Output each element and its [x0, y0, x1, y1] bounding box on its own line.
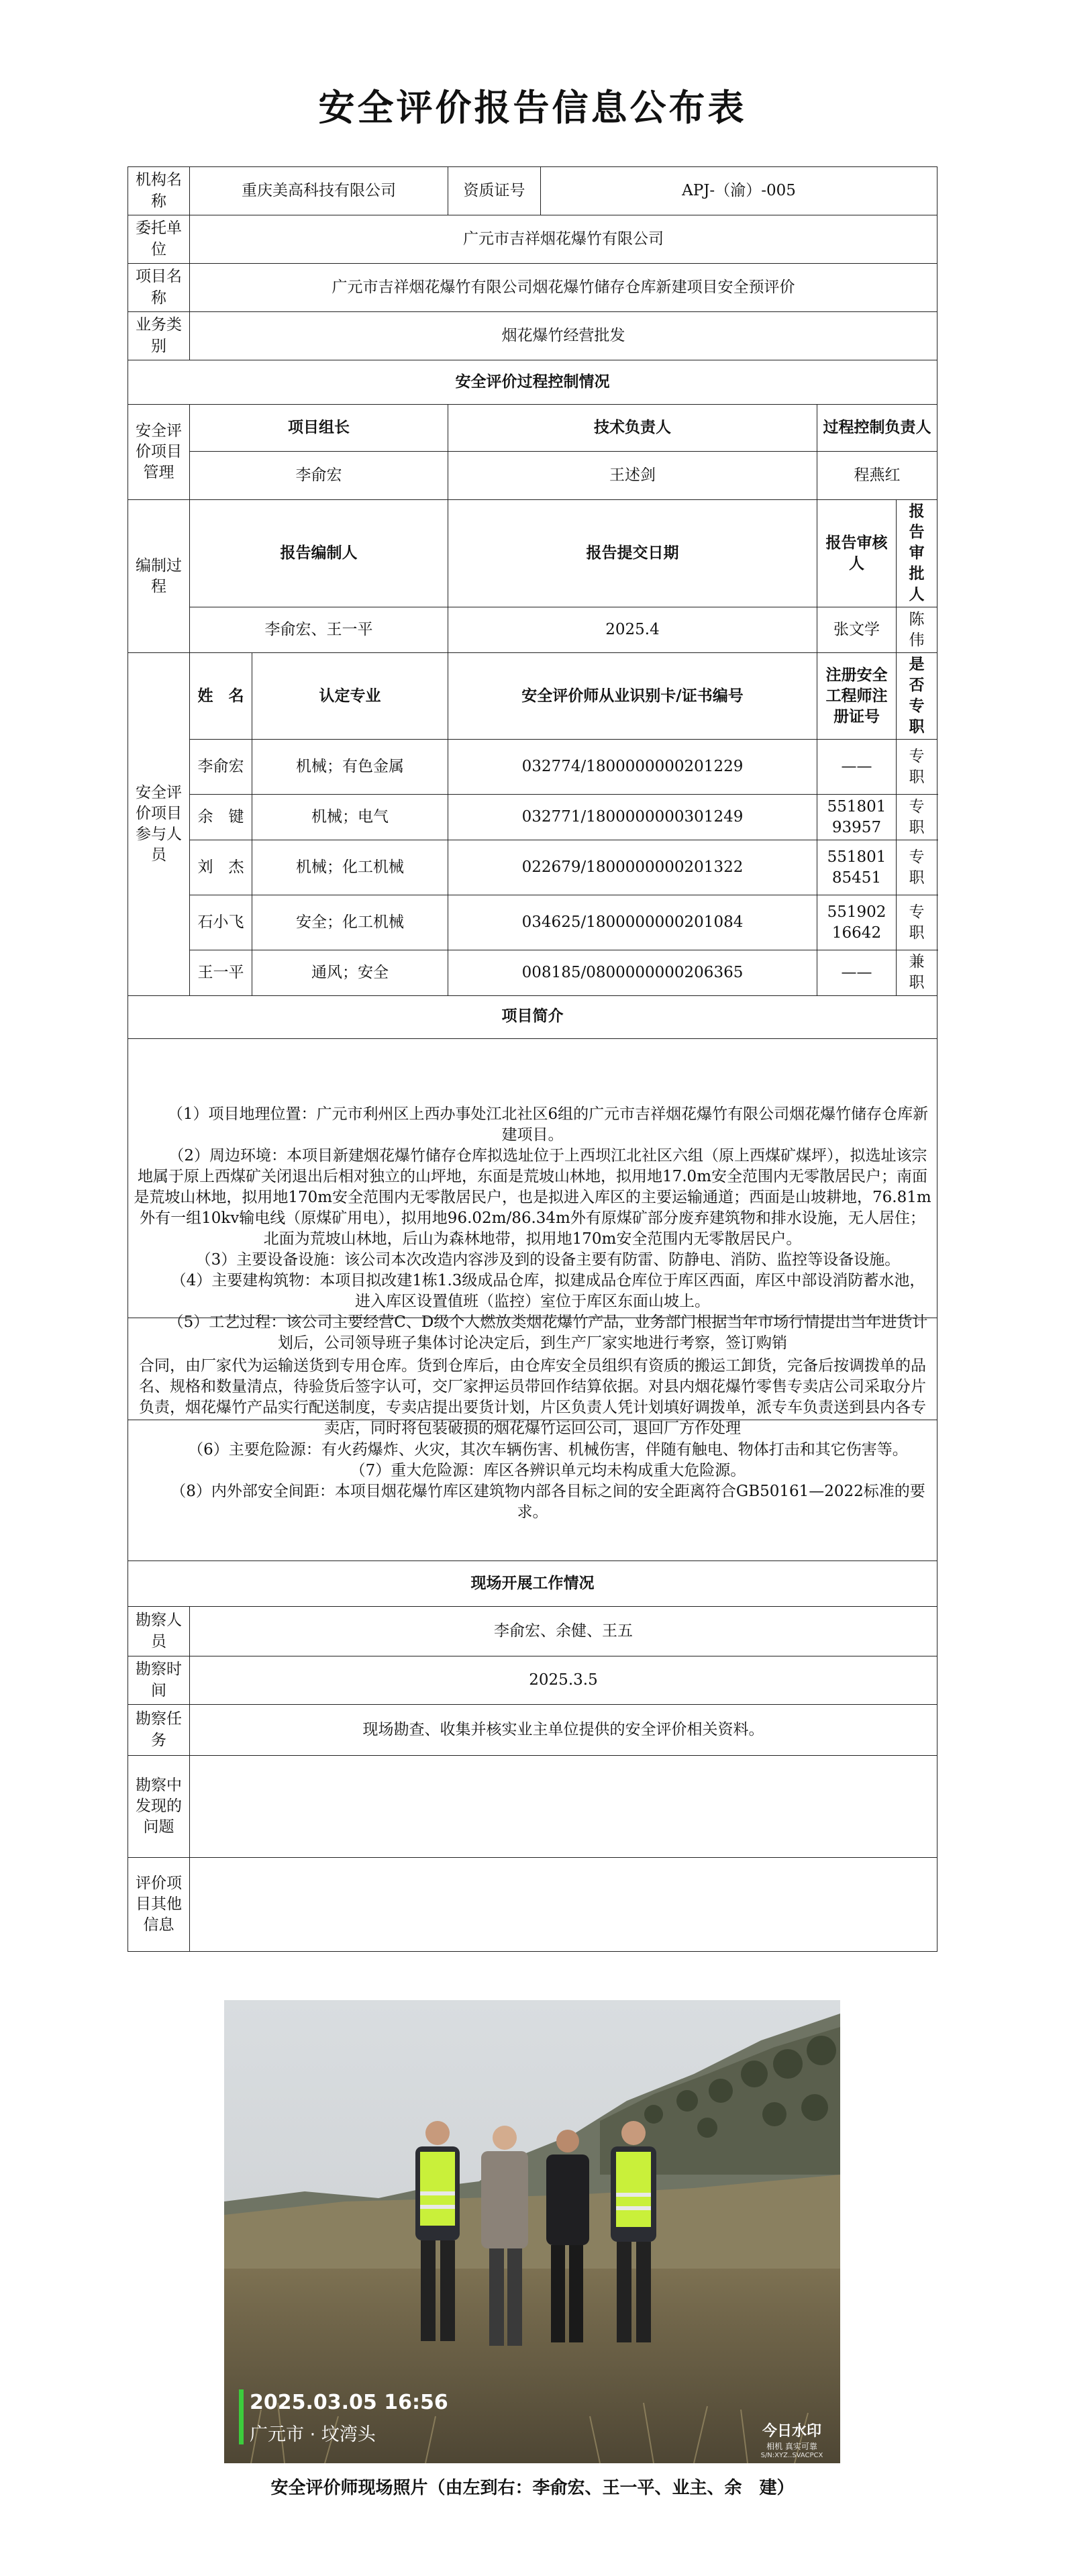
summary-continued-row [128, 1318, 937, 1561]
participant-row [128, 840, 937, 895]
summary-title-row [128, 995, 937, 1038]
compile-header-row [128, 500, 937, 607]
compiler-header: 报告编制人 [190, 500, 448, 607]
team-leader-header: 项目组长 [190, 405, 448, 452]
org-row [128, 167, 937, 215]
participant-card: 032774/1800000000201229 [448, 740, 817, 795]
tech-lead-header: 技术负责人 [448, 405, 817, 452]
participant-reg: —— [817, 950, 897, 995]
field-personnel-row [128, 1607, 937, 1656]
process-control-value: 程燕红 [817, 452, 937, 500]
management-label: 安全评价项目管理 [128, 405, 190, 500]
business-label: 业务类别 [128, 312, 190, 360]
business-row [128, 312, 937, 360]
watermark-main: 今日水印 [762, 2423, 821, 2440]
participant-row [128, 895, 937, 950]
summary-paragraph: 合同，由厂家代为运输送货到专用仓库。货到仓库后，由仓库安全员组织有资质的搬运工卸货，完备后按调拨单的品名、规格和数量清点，待验货后签字认可，交厂家押运员带回作结算依据。对县内烟花爆竹零售专卖店公司采取分片负责，烟花爆竹产品实行配送制度，专卖店提出要货计划，片区负责人凭计划填好调拨单，派专车负责送到县内各专卖店，同时将包装破损的烟花爆竹运回公司，退回厂方作处理 [139, 1357, 926, 1438]
management-value-row [128, 452, 937, 500]
participant-major: 机械；化工机械 [252, 840, 448, 895]
participant-fulltime: 专 职 [897, 840, 937, 895]
major-header: 认定专业 [252, 653, 448, 740]
participants-label: 安全评价项目参与人员 [128, 653, 190, 995]
field-personnel-label: 勘察人员 [128, 1607, 190, 1656]
participants-header-row [128, 653, 937, 740]
field-issues-label: 勘察中发现的问题 [128, 1756, 190, 1858]
field-task-row [128, 1705, 937, 1756]
field-other-value [190, 1858, 937, 1952]
field-table [128, 1318, 937, 1952]
business-value: 烟花爆竹经营批发 [190, 312, 937, 360]
photo-date-stamp: 2025.03.05 16:56 [250, 2391, 448, 2414]
participant-reg: —— [817, 740, 897, 795]
participant-reg: 55190216642 [817, 895, 897, 950]
compile-value-row [128, 607, 937, 653]
process-section-row [128, 360, 937, 405]
submit-date-header: 报告提交日期 [448, 500, 817, 607]
watermark-logo [752, 2420, 832, 2459]
participant-card: 008185/0800000000206365 [448, 950, 817, 995]
watermark-sub: 相机 真实可靠 [766, 2442, 817, 2451]
participant-fulltime: 兼 职 [897, 950, 937, 995]
participant-reg: 55180185451 [817, 840, 897, 895]
cert-value: APJ-（渝）-005 [541, 167, 937, 215]
participant-card: 032771/1800000000301249 [448, 795, 817, 840]
participant-major: 机械；有色金属 [252, 740, 448, 795]
page-title: 安全评价报告信息公布表 [318, 87, 747, 129]
watermark-code: S/N:XYZ..SVACPCX [760, 2452, 823, 2459]
reviewer-value: 张文学 [817, 607, 897, 653]
summary-paragraph: （5）工艺过程：该公司主要经营C、D级个人燃放类烟花爆竹产品，业务部门根据当年市场行情提出当年进货计划后，公司领导班子集体讨论决定后，到生产厂家实地进行考察，签订购销 [168, 1314, 928, 1352]
participant-name: 王一平 [190, 950, 252, 995]
field-task-value: 现场勘查、收集并核实业主单位提供的安全评价相关资料。 [190, 1705, 937, 1756]
client-row [128, 215, 937, 264]
participant-row [128, 740, 937, 795]
card-header: 安全评价师从业识别卡/证书编号 [448, 653, 817, 740]
participant-name: 石小飞 [190, 895, 252, 950]
info-table [128, 166, 940, 1420]
summary-paragraph: （7）重大危险源：库区各辨识单元均未构成重大危险源。 [350, 1461, 746, 1479]
approver-header: 报告审批人 [897, 500, 937, 607]
site-photo [224, 2000, 840, 2463]
timestamp-bar [239, 2389, 244, 2444]
participant-major: 通风；安全 [252, 950, 448, 995]
photo-location-stamp: 广元市 · 坟湾头 [250, 2424, 376, 2445]
client-label: 委托单位 [128, 215, 190, 264]
field-time-label: 勘察时间 [128, 1656, 190, 1705]
participant-fulltime: 专 职 [897, 795, 937, 840]
field-title: 现场开展工作情况 [128, 1561, 937, 1607]
summary-paragraph: （2）周边环境：本项目新建烟花爆竹储存仓库拟选址位于上西坝江北社区六组（原上西煤矿煤坪），拟选址该宗地属于原上西煤矿关闭退出后相对独立的山坪地，东面是荒坡山林地，拟用地17.0m安全范围内无零散居民户；南面是荒坡山林地，拟用地170m安全范围内无零散居民户，也是拟进入库区的主要运输通道；西面是山坡耕地，76.81m外有一组10kv输电线（原煤矿用电），拟用地96.02m/86.34m外有原煤矿部分废弃建筑物和排水设施，无人居住；北面为荒坡山林地，后山为森林地带，拟用地170m安全范围内无零散居民户。 [134, 1146, 931, 1248]
compiler-value: 李俞宏、王一平 [190, 607, 448, 653]
reg-header: 注册安全工程师注册证号 [817, 653, 897, 740]
fulltime-header: 是否专职 [897, 653, 937, 740]
participant-row [128, 795, 937, 840]
field-personnel-value: 李俞宏、余健、王五 [190, 1607, 937, 1656]
participant-fulltime: 专 职 [897, 740, 937, 795]
project-label: 项目名称 [128, 264, 190, 312]
reviewer-header: 报告审核人 [817, 500, 897, 607]
submit-date-value: 2025.4 [448, 607, 817, 653]
project-value: 广元市吉祥烟花爆竹有限公司烟花爆竹储存仓库新建项目安全预评价 [190, 264, 937, 312]
participant-major: 安全；化工机械 [252, 895, 448, 950]
field-title-row [128, 1561, 937, 1607]
participant-name: 余 键 [190, 795, 252, 840]
summary-paragraph: （6）主要危险源：有火药爆炸、火灾，其次车辆伤害、机械伤害，伴随有触电、物体打击和其它伤害等。 [188, 1440, 908, 1458]
participant-reg: 55180193957 [817, 795, 897, 840]
field-issues-value [190, 1756, 937, 1858]
approver-value: 陈 伟 [897, 607, 937, 653]
summary-paragraph: （8）内外部安全间距：本项目烟花爆竹库区建筑物内部各目标之间的安全距离符合GB50161—2022标准的要求。 [170, 1482, 925, 1521]
name-header: 姓 名 [190, 653, 252, 740]
org-label: 机构名称 [128, 167, 190, 215]
org-value: 重庆美高科技有限公司 [190, 167, 448, 215]
process-control-header: 过程控制负责人 [817, 405, 937, 452]
participant-name: 李俞宏 [190, 740, 252, 795]
client-value: 广元市吉祥烟花爆竹有限公司 [190, 215, 937, 264]
summary-paragraph: （4）主要建构筑物：本项目拟改建1栋1.3级成品仓库，拟建成品仓库位于库区西面，库区中部设消防蓄水池，进入库区设置值班（监控）室位于库区东面山坡上。 [170, 1272, 925, 1311]
management-header-row [128, 405, 937, 452]
summary-paragraph: （1）项目地理位置：广元市利州区上西办事处江北社区6组的广元市吉祥烟花爆竹有限公司烟花爆竹储存仓库新建项目。 [167, 1105, 929, 1144]
summary-title: 项目简介 [128, 995, 937, 1038]
project-row [128, 264, 937, 312]
participant-name: 刘 杰 [190, 840, 252, 895]
tech-lead-value: 王述剑 [448, 452, 817, 500]
participant-card: 022679/1800000000201322 [448, 840, 817, 895]
participant-row [128, 950, 937, 995]
participant-major: 机械；电气 [252, 795, 448, 840]
compile-label: 编制过程 [128, 500, 190, 653]
field-time-row [128, 1656, 937, 1705]
field-task-label: 勘察任务 [128, 1705, 190, 1756]
participant-fulltime: 专 职 [897, 895, 937, 950]
field-other-row [128, 1858, 937, 1952]
participant-card: 034625/1800000000201084 [448, 895, 817, 950]
summary-paragraph: （3）主要设备设施：该公司本次改造内容涉及到的设备主要有防雷、防静电、消防、监控等设备设施。 [195, 1251, 901, 1269]
field-issues-row [128, 1756, 937, 1858]
cert-label: 资质证号 [448, 167, 541, 215]
field-time-value: 2025.3.5 [190, 1656, 937, 1705]
process-section-title: 安全评价过程控制情况 [128, 360, 937, 405]
field-other-label: 评价项目其他信息 [128, 1858, 190, 1952]
photo-caption: 安全评价师现场照片（由左到右：李俞宏、王一平、业主、余 建） [270, 2478, 795, 2498]
team-leader-value: 李俞宏 [190, 452, 448, 500]
summary-body-part2 [128, 1318, 937, 1561]
